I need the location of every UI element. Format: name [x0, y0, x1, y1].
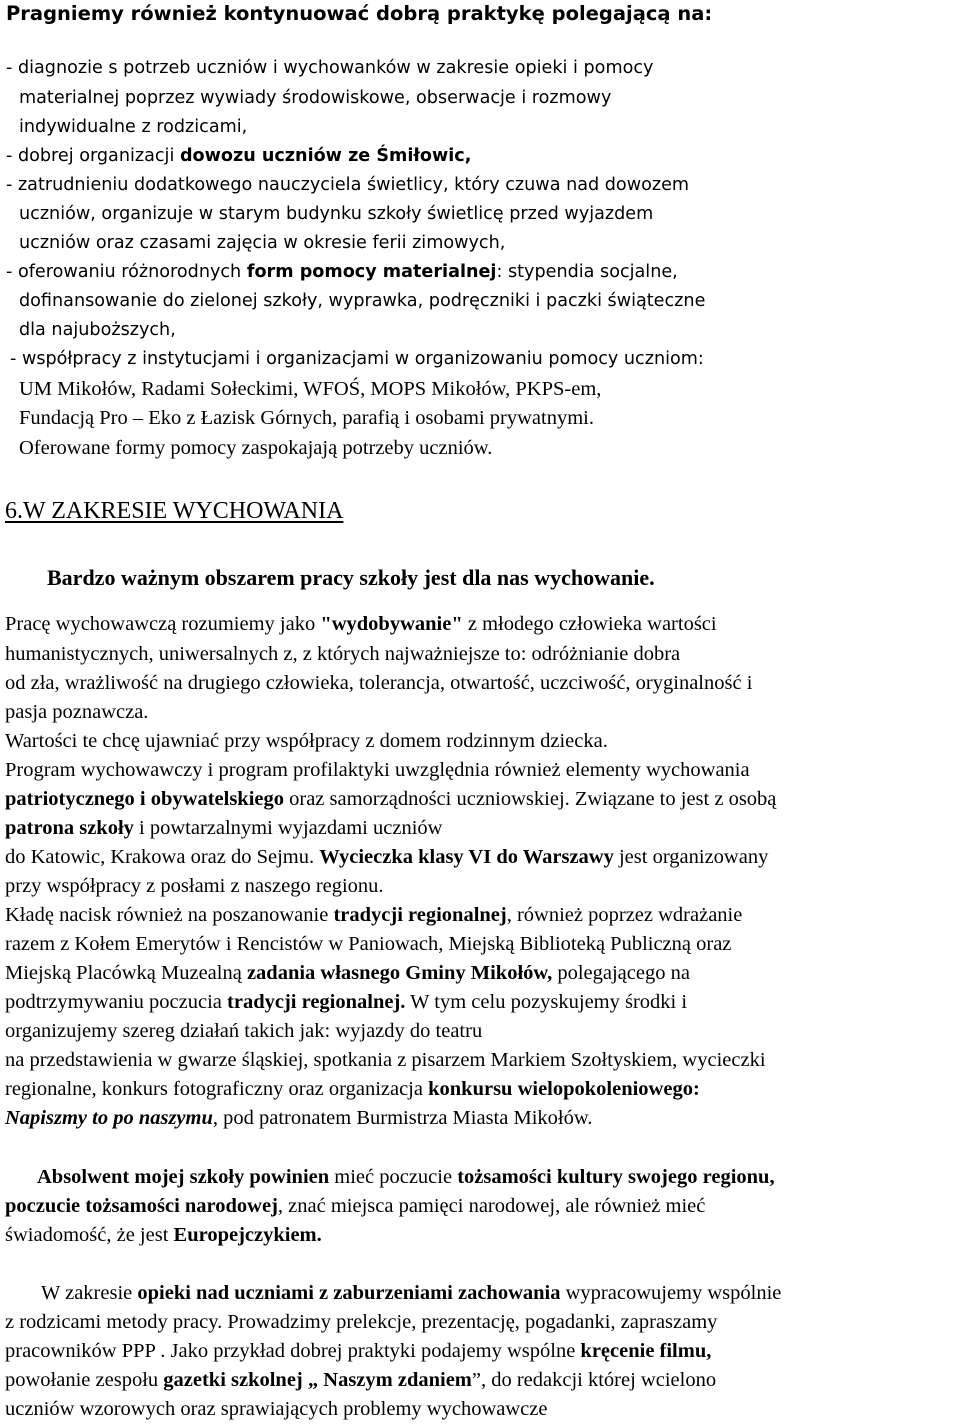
list-item: - dobrej organizacji dowozu uczniów ze Śmiłowic, — [6, 146, 472, 166]
text-line: na przedstawienia w gwarze śląskiej, spotkania z pisarzem Markiem Szołtyskiem, wycieczki — [5, 1049, 766, 1071]
text-line: przy współpracy z posłami z naszego regionu. — [5, 875, 384, 897]
text-line: organizujemy szereg działań takich jak: wyjazdy do teatru — [5, 1020, 483, 1042]
text-line: Miejską Placówką Muzealną zadania własnego Gminy Mikołów, polegającego na — [5, 962, 690, 984]
list-item-cont: uczniów, organizuje w starym budynku szkoły świetlicę przed wyjazdem — [19, 204, 654, 224]
lead-statement: Bardzo ważnym obszarem pracy szkoły jest dla nas wychowanie. — [47, 565, 655, 590]
list-item: - zatrudnieniu dodatkowego nauczyciela świetlicy, który czuwa nad dowozem — [6, 175, 690, 195]
text-line: regionalne, konkurs fotograficzny oraz organizacja konkursu wielopokoleniowego: — [5, 1078, 700, 1100]
text-line: do Katowic, Krakowa oraz do Sejmu. Wycieczka klasy VI do Warszawy jest organizowany — [5, 846, 769, 868]
text-line: patrona szkoły i powtarzalnymi wyjazdami uczniów — [5, 817, 443, 839]
section-title: 6.W ZAKRESIE WYCHOWANIA — [5, 498, 344, 524]
text-line: z rodzicami metody pracy. Prowadzimy prelekcje, prezentację, pogadanki, zapraszamy — [5, 1311, 718, 1333]
list-item-cont: indywidualne z rodzicami, — [19, 117, 248, 137]
list-item-cont: UM Mikołów, Radami Sołeckimi, WFOŚ, MOPS Mikołów, PKPS-em, — [19, 378, 602, 400]
list-item: - oferowaniu różnorodnych form pomocy materialnej: stypendia socjalne, — [6, 262, 678, 282]
list-item-cont: Fundacją Pro – Eko z Łazisk Górnych, parafią i osobami prywatnymi. — [19, 407, 594, 429]
text-line: W zakresie opieki nad uczniami z zaburzeniami zachowania wypracowujemy wspólnie — [41, 1282, 782, 1304]
text-line: świadomość, że jest Europejczykiem. — [5, 1224, 322, 1246]
text-line: poczucie tożsamości narodowej, znać miejsca pamięci narodowej, ale również mieć — [5, 1195, 706, 1217]
text-line: Absolwent mojej szkoły powinien mieć poczucie tożsamości kultury swojego regionu, — [37, 1166, 775, 1188]
text-line: podtrzymywaniu poczucia tradycji regionalnej. W tym celu pozyskujemy środki i — [5, 991, 688, 1013]
text-line: pracowników PPP . Jako przykład dobrej praktyki podajemy wspólne kręcenie filmu, — [5, 1340, 712, 1362]
list-item-cont: Oferowane formy pomocy zaspokajają potrzeby uczniów. — [19, 437, 493, 459]
list-item: - diagnozie s potrzeb uczniów i wychowanków w zakresie opieki i pomocy — [6, 58, 654, 78]
text-line: uczniów wzorowych oraz sprawiających problemy wychowawcze — [5, 1398, 548, 1420]
list-item-cont: materialnej poprzez wywiady środowiskowe, obserwacje i rozmowy — [19, 88, 612, 108]
text-line: Wartości te chcę ujawniać przy współpracy z domem rodzinnym dziecka. — [5, 730, 608, 752]
list-item-cont: uczniów oraz czasami zajęcia w okresie ferii zimowych, — [19, 233, 506, 253]
text-line: Pracę wychowawczą rozumiemy jako "wydobywanie" z młodego człowieka wartości — [5, 613, 717, 635]
page-heading: Pragniemy również kontynuować dobrą praktykę polegającą na: — [6, 2, 713, 25]
text-line: Napiszmy to po naszymu, pod patronatem Burmistrza Miasta Mikołów. — [5, 1107, 593, 1129]
text-line: od zła, wrażliwość na drugiego człowieka, tolerancja, otwartość, uczciwość, oryginalność i — [5, 672, 753, 694]
list-item-cont: dofinansowanie do zielonej szkoły, wyprawka, podręczniki i paczki świąteczne — [19, 291, 706, 311]
list-item: - współpracy z instytucjami i organizacjami w organizowaniu pomocy uczniom: — [10, 349, 704, 369]
text-line: Kładę nacisk również na poszanowanie tradycji regionalnej, również poprzez wdrażanie — [5, 904, 743, 926]
list-item-cont: dla najuboższych, — [19, 320, 176, 340]
text-line: razem z Kołem Emerytów i Rencistów w Paniowach, Miejską Biblioteką Publiczną oraz — [5, 933, 732, 955]
text-line: powołanie zespołu gazetki szkolnej „ Naszym zdaniem”, do redakcji której wcielono — [5, 1369, 717, 1391]
text-line: patriotycznego i obywatelskiego oraz samorządności uczniowskiej. Związane to jest z osobą — [5, 788, 777, 810]
text-line: Program wychowawczy i program profilaktyki uwzględnia również elementy wychowania — [5, 759, 750, 781]
text-line: pasja poznawcza. — [5, 701, 149, 723]
text-line: humanistycznych, uniwersalnych z, z których najważniejsze to: odróżnianie dobra — [5, 643, 681, 665]
